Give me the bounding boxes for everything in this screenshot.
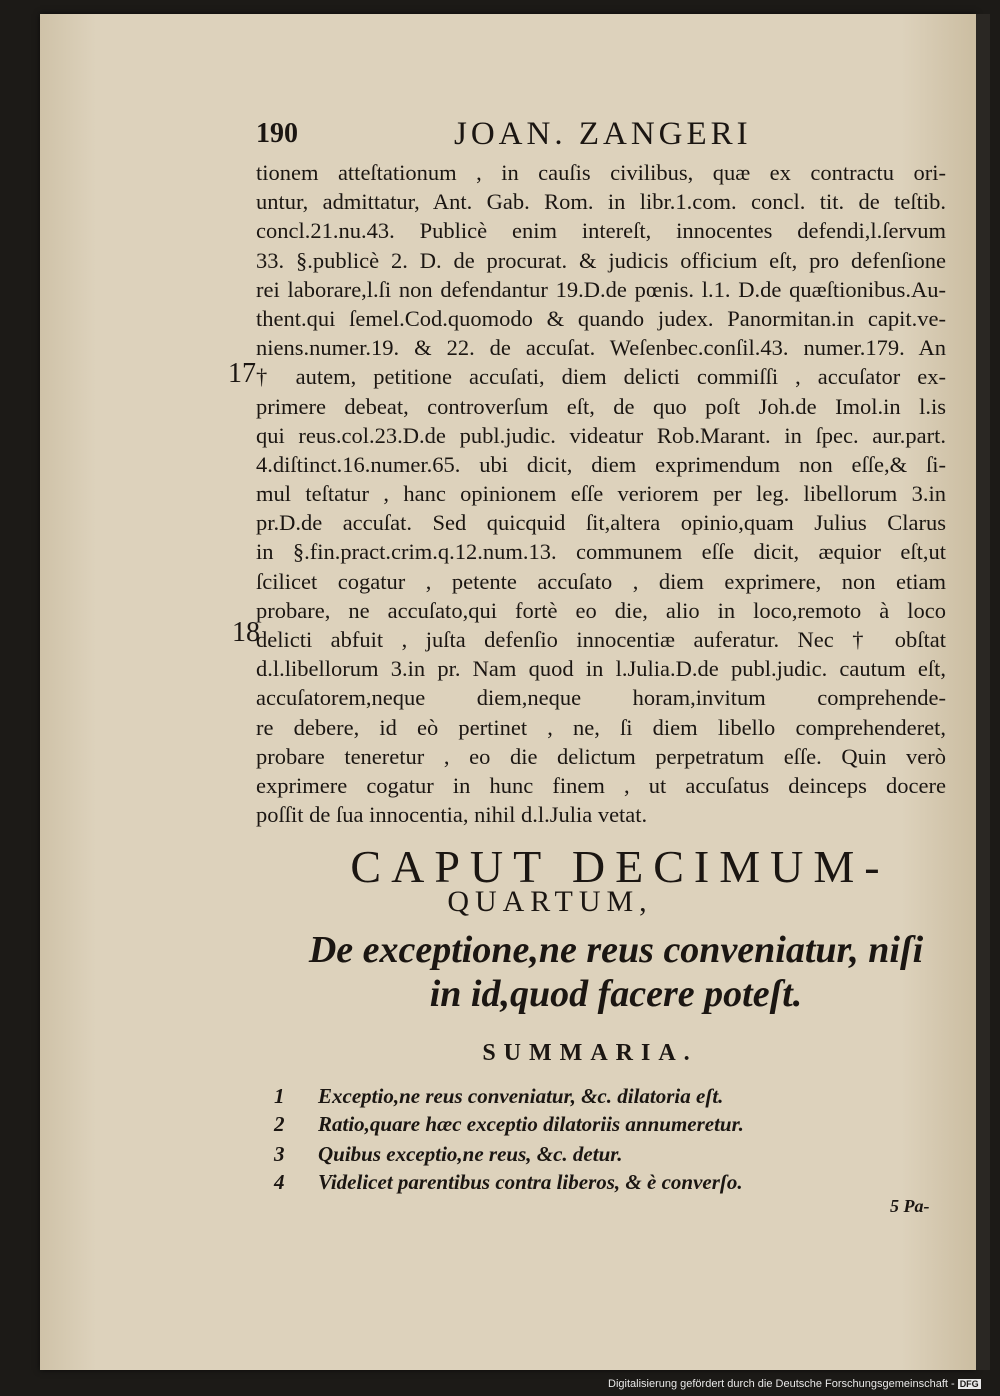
summary-item-number: 4 [274,1170,285,1194]
summary-item [274,1112,744,1137]
text-line: pr.D.de accuſat. Sed quicquid ſit,altera opinio,quam Julius Clarus [256,510,946,536]
text-line: † autem, petitione accuſati, diem delicti commiſſi , accuſator ex- [256,364,946,390]
text-line: probare teneretur , eo die delictum perpetratum eſſe. Quin verò [256,743,946,769]
catchword: 5 Pa- [890,1196,930,1216]
summary-item [274,1170,743,1195]
summary-item-number: 2 [274,1112,285,1136]
text-line: d.l.libellorum 3.in pr. Nam quod in l.Julia.D.de publ.judic. cautum eſt, [256,656,946,682]
margin-number: 17 [228,358,256,389]
text-line: poſſit de ſua innocentia, nihil d.l.Julia vetat. [256,802,648,828]
text-line: 33. §.publicè 2. D. de procurat. & judicis officium eſt, pro defenſione [256,247,946,273]
summary-item-text: Quibus exceptio,ne reus, &c. detur. [318,1142,623,1166]
summary-item-text: Exceptio,ne reus conveniatur, &c. dilatoria eſt. [318,1084,724,1108]
summaria-title: SUMMARIA. [482,1040,698,1066]
summary-item-number: 1 [274,1084,285,1108]
chapter-rubric: in id,quod facere poteſt. [429,973,803,1015]
text-line: probare, ne accuſato,qui fortè eo die, alio in loco,remoto à loco [256,597,946,623]
body-text [256,158,946,829]
text-line: untur, admittatur, Ant. Gab. Rom. in libr.1.com. concl. tit. de teſtib. [256,189,946,215]
page-header [256,116,956,156]
running-title: JOAN. ZANGERI [454,116,752,152]
footer-credit [608,1378,981,1390]
text-line: exprimere cogatur in hunc finem , ut accuſatus deinceps docere [256,772,946,798]
text-line: primere debeat, controverſum eſt, de quo poſt Joh.de Imol.in l.is [256,393,946,419]
page-number: 190 [256,118,298,149]
dfg-logo: DFG [959,1379,979,1389]
text-line: thent.qui ſemel.Cod.quomodo & quando judex. Panormitan.in capit.ve- [256,305,946,331]
summary-item [274,1084,723,1109]
text-line: niens.numer.19. & 22. de accuſat. Weſenbec.conſil.43. numer.179. An [256,335,946,361]
page-edge [976,14,990,1370]
chapter-heading: CAPUT DECIMUM- [350,841,890,892]
text-line: in §.fin.pract.crim.q.12.num.13. communem eſſe dicit, æquior eſt,ut [256,539,946,565]
text-line: rei laborare,l.ſi non defendantur 19.D.de pœnis. l.1. D.de quæſtionibus.Au- [256,276,946,302]
footer-credit-text: Digitalisierung gefördert durch die Deutsche Forschungsgemeinschaft - [608,1378,955,1390]
text-line: ſcilicet cogatur , petente accuſato , diem exprimere, non etiam [256,568,946,594]
text-line: re debere, id eò pertinet , ne, ſi diem libello comprehenderet, [256,714,946,740]
chapter-rubric: De exceptione,ne reus conveniatur, niſi [308,929,924,971]
summary-item-number: 3 [274,1142,285,1166]
text-line: mul teſtatur , hanc opinionem eſſe veriorem per leg. libellorum 3.in [256,481,946,507]
summary-item-text: Ratio,quare hæc exceptio dilatoriis annumeretur. [318,1112,744,1136]
text-line: delicti abfuit , juſta defenſio innocentiæ auferatur. Nec † obſtat [256,627,946,652]
margin-number: 18 [232,617,260,648]
summary-item [274,1142,623,1167]
text-line: qui reus.col.23.D.de publ.judic. videatur Rob.Marant. in ſpec. aur.part. [256,422,946,448]
text-line: accuſatorem,neque diem,neque horam,invitum comprehende- [256,685,946,711]
text-line: 4.diſtinct.16.numer.65. ubi dicit, diem exprimendum non eſſe,& ſi- [256,451,946,477]
chapter-heading-continued: QUARTUM, [447,885,653,918]
summary-item-text: Videlicet parentibus contra liberos, & è converſo. [318,1170,743,1194]
text-line: tionem atteſtationum , in cauſis civilibus, quæ ex contractu ori- [256,160,946,185]
text-line: concl.21.nu.43. Publicè enim intereſt, innocentes defendi,l.ſervum [256,218,946,244]
